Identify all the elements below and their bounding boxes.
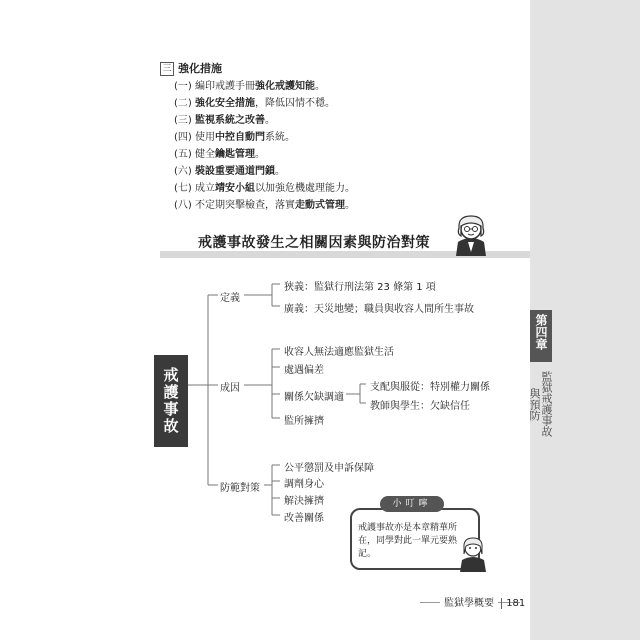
footer	[440, 594, 525, 609]
node-cause-1: 收容人無法適應監獄生活	[284, 347, 394, 358]
footer-title: 監獄學概要	[440, 598, 498, 609]
chapter-title: 監獄戒護事故與預防	[528, 371, 553, 437]
item-prefix: (二)	[174, 98, 195, 109]
node-prevention-2: 調劑身心	[284, 479, 324, 490]
item-keyword: 強化安全措施	[194, 98, 255, 109]
reminder-tag: 小叮嚀	[380, 496, 444, 512]
node-cause-sub-2: 教師與學生：欠缺信任	[370, 401, 470, 412]
node-prevention-1: 公平懲罰及申訴保障	[284, 463, 374, 474]
item-prefix: (六)	[174, 166, 195, 177]
item-suffix: 。	[264, 115, 275, 126]
item-suffix: 。	[344, 200, 355, 211]
item-keyword: 中控自動門	[214, 132, 265, 143]
item-prefix: (五) 健全	[174, 149, 215, 160]
item-suffix: 。	[254, 149, 265, 160]
item-prefix: (七) 成立	[174, 183, 215, 194]
node-prevention: 防範對策	[220, 483, 260, 494]
item-keyword: 監視系統之改善	[194, 115, 265, 126]
node-prevention-4: 改善關係	[284, 513, 324, 524]
node-cause-2: 處遇偏差	[284, 365, 324, 376]
node-definition: 定義	[220, 293, 240, 304]
judge-small-icon	[456, 530, 490, 574]
item-prefix: (四) 使用	[174, 132, 215, 143]
item-keyword: 靖安小組	[214, 183, 255, 194]
node-causes: 成因	[220, 383, 240, 394]
node-cause-4: 監所擁擠	[284, 416, 324, 427]
item-keyword: 裝設重要通道門鎖	[194, 166, 275, 177]
node-definition-broad: 廣義：天災地變；職員與收容人間所生事故	[284, 304, 474, 315]
section-number: 三	[160, 62, 174, 76]
item-suffix: 。	[314, 81, 325, 92]
item-prefix: (三)	[174, 115, 195, 126]
item-suffix: 以加強危機處理能力。	[254, 183, 355, 194]
chapter-label: 第四章	[534, 314, 548, 350]
item-suffix: 。	[274, 166, 285, 177]
item-prefix: (一) 編印戒護手冊	[174, 81, 255, 92]
item-keyword: 鑰匙管理	[214, 149, 255, 160]
node-cause-3: 關係欠缺調適	[284, 392, 344, 403]
page-number: 181	[501, 598, 525, 609]
item-keyword: 強化戒護知能	[254, 81, 315, 92]
reminder-text: 戒護事故亦是本章精華所在，同學對此一單元要熟記。	[358, 523, 458, 559]
node-definition-narrow: 狹義：監獄行刑法第 23 條第 1 項	[284, 282, 436, 293]
node-cause-sub-1: 支配與服從：特別權力關係	[370, 382, 490, 393]
section-title: 強化措施	[178, 62, 222, 75]
node-prevention-3: 解決擁擠	[284, 496, 324, 507]
item-keyword: 走動式管理	[294, 200, 345, 211]
mindmap-root: 戒護事故	[154, 355, 188, 447]
item-suffix: 系統。	[264, 132, 295, 143]
item-prefix: (八) 不定期突擊檢查，落實	[174, 200, 295, 211]
item-suffix: ，降低囚情不穩。	[254, 98, 335, 109]
banner-title: 戒護事故發生之相關因素與防治對策	[198, 235, 430, 251]
